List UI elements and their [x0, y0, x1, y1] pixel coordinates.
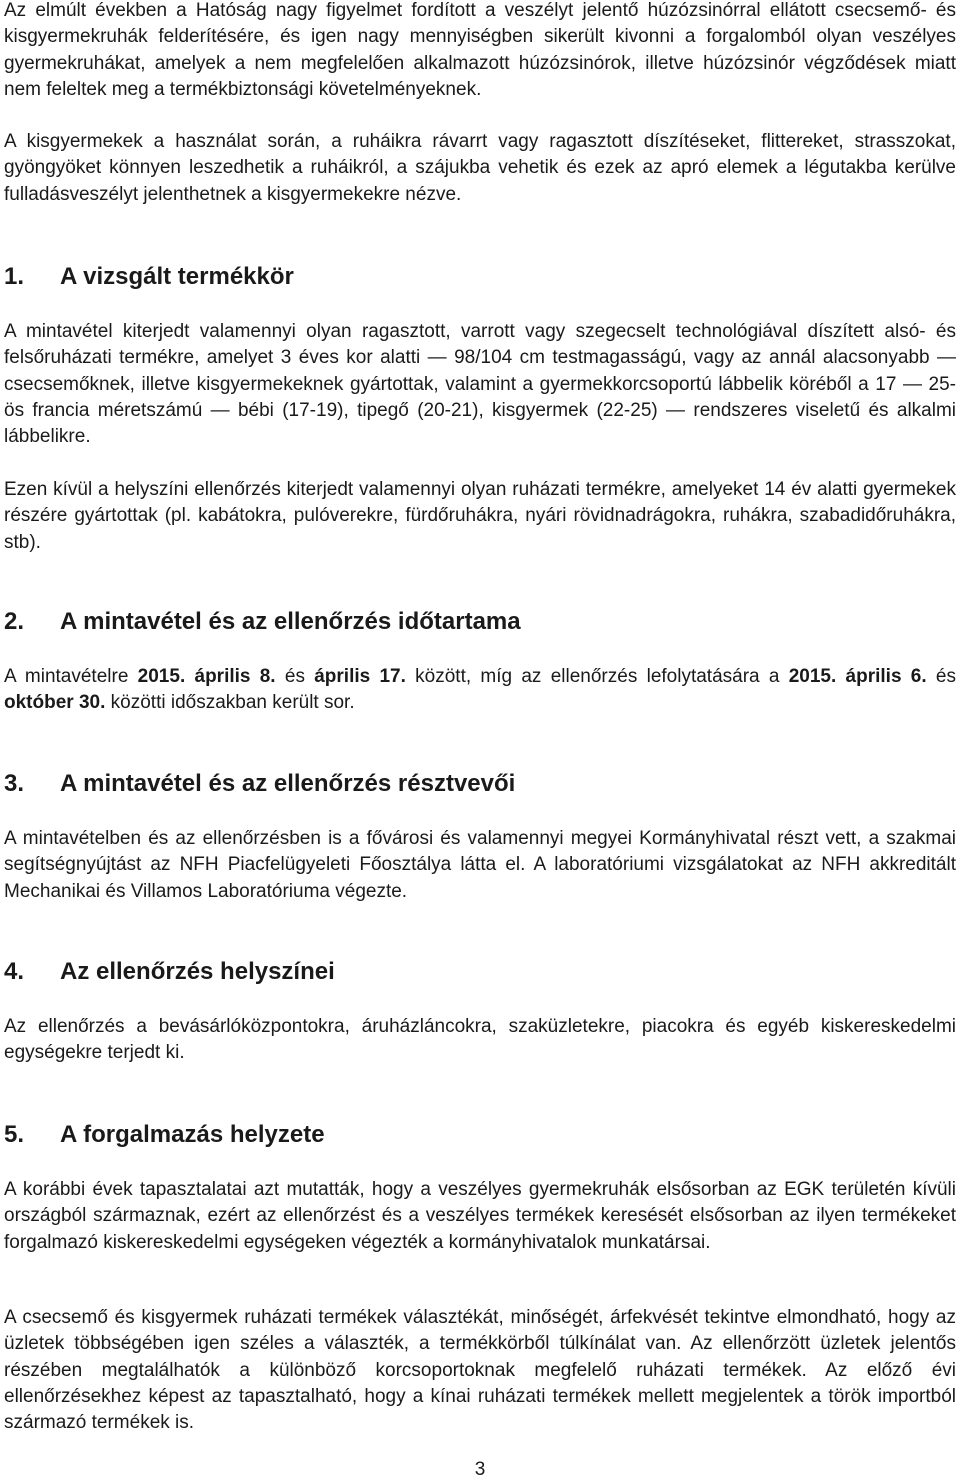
- date-end-sampling: április 17.: [314, 666, 406, 687]
- section-2-paragraph: A mintavételre 2015. április 8. és április 17. között, míg az ellenőrzés lefolytatására a 2015. április 6. és október 30. közötti időszakban került sor.: [4, 666, 957, 714]
- section-3-heading: [4, 769, 515, 799]
- section-1-paragraph-2: Ezen kívül a helyszíni ellenőrzés kiterjedt valamennyi olyan ruházati termékre, amelyeket 14 év alatti gyermekek részére gyártottak (pl. kabátokra, pulóverekre, fürdőruhákra, nyári rövidnadrágokra, ruhákra, szabadidőruhákra, stb).: [4, 479, 956, 553]
- section-2-heading: [4, 607, 521, 637]
- section-4-heading: [4, 957, 335, 987]
- page-number: 3: [474, 1459, 486, 1480]
- section-5-heading: [4, 1120, 325, 1150]
- section-1-number: 1.: [4, 263, 25, 290]
- intro-paragraph-1: Az elmúlt években a Hatóság nagy figyelmet fordított a veszélyt jelentő húzózsinórral ellátott csecsemő- és kisgyermekruhák felderítésére, és igen nagy mennyiségben sikerült kivonni a forgalomból olyan veszélyes gyermekruhákat, amelyek a nem megfelelően alkalmazott húzózsinórok, illetve húzózsinór végződések miatt nem feleltek meg a termékbiztonsági követelményeknek.: [4, 0, 956, 100]
- section-3-paragraph: A mintavételben és az ellenőrzésben is a fővárosi és valamennyi megyei Kormányhivatal részt vett, a szakmai segítségnyújtást az NFH Piacfelügyeleti Főosztálya látta el. A laboratóriumi vizsgálatokat az NFH akkreditált Mechanikai és Villamos Laboratóriuma végezte.: [4, 828, 956, 902]
- section-1-heading: [4, 262, 294, 292]
- section-4-number: 4.: [4, 958, 25, 985]
- section-3-title: A mintavétel és az ellenőrzés résztvevői: [60, 770, 516, 797]
- section-5-number: 5.: [4, 1121, 25, 1148]
- section-2-number: 2.: [4, 608, 25, 635]
- section-4-paragraph: Az ellenőrzés a bevásárlóközpontokra, áruházláncokra, szaküzletekre, piacokra és egyéb kiskereskedelmi egységekre terjedt ki.: [4, 1016, 956, 1064]
- section-1-paragraph-1: A mintavétel kiterjedt valamennyi olyan ragasztott, varrott vagy szegecselt technológiával díszített alsó- és felsőruházati termékre, amelyet 3 éves kor alatti — 98/104 cm testmagasságú, vagy az annál alacsonyabb — csecsemőknek, illetve kisgyermekeknek gyártottak, valamint a gyermekkorcsoportú lábbelik köréből a 17 — 25-ös francia méretszámú — bébi (17-19), tipegő (20-21), kisgyermek (22-25) — rendszeres viseletű és alkalmi lábbelikre.: [4, 321, 956, 448]
- section-1-title: A vizsgált termékkör: [60, 263, 294, 290]
- section-5-title: A forgalmazás helyzete: [60, 1121, 325, 1148]
- section-5-paragraph-2: A csecsemő és kisgyermek ruházati termékek választékát, minőségét, árfekvését tekintve elmondható, hogy az üzletek többségében igen széles a választék, a termékkörből túlkínálat van. Az ellenőrzött üzletek jelentős részében megtalálhatók a különböző korcsoportoknak megfelelő ruházati termékek. Az előző évi ellenőrzésekhez képest az tapasztalható, hogy a kínai ruházati termékek mellett megjelentek a török importból származó termékek is.: [4, 1307, 956, 1434]
- section-2-title: A mintavétel és az ellenőrzés időtartama: [60, 608, 521, 635]
- section-3-number: 3.: [4, 770, 25, 797]
- intro-paragraph-2: A kisgyermekek a használat során, a ruháikra rávarrt vagy ragasztott díszítéseket, flittereket, strasszokat, gyöngyöket könnyen leszedhetik a ruháikról, a szájukba vehetik és ezek az apró elemek a légutakba kerülve fulladásveszélyt jelenthetnek a kisgyermekekre nézve.: [4, 131, 956, 205]
- date-start-inspection: 2015. április 6.: [788, 666, 927, 687]
- date-start-sampling: 2015. április 8.: [137, 666, 276, 687]
- date-end-inspection: október 30.: [4, 692, 106, 714]
- section-4-title: Az ellenőrzés helyszínei: [60, 958, 335, 985]
- section-5-paragraph-1: A korábbi évek tapasztalatai azt mutatták, hogy a veszélyes gyermekruhák elsősorban az EGK területén kívüli országból származnak, ezért az ellenőrzést és a veszélyes termékek keresését elsősorban az ilyen termékeket forgalmazó kiskereskedelmi egységeken végezték a kormányhivatalok munkatársai.: [4, 1179, 956, 1253]
